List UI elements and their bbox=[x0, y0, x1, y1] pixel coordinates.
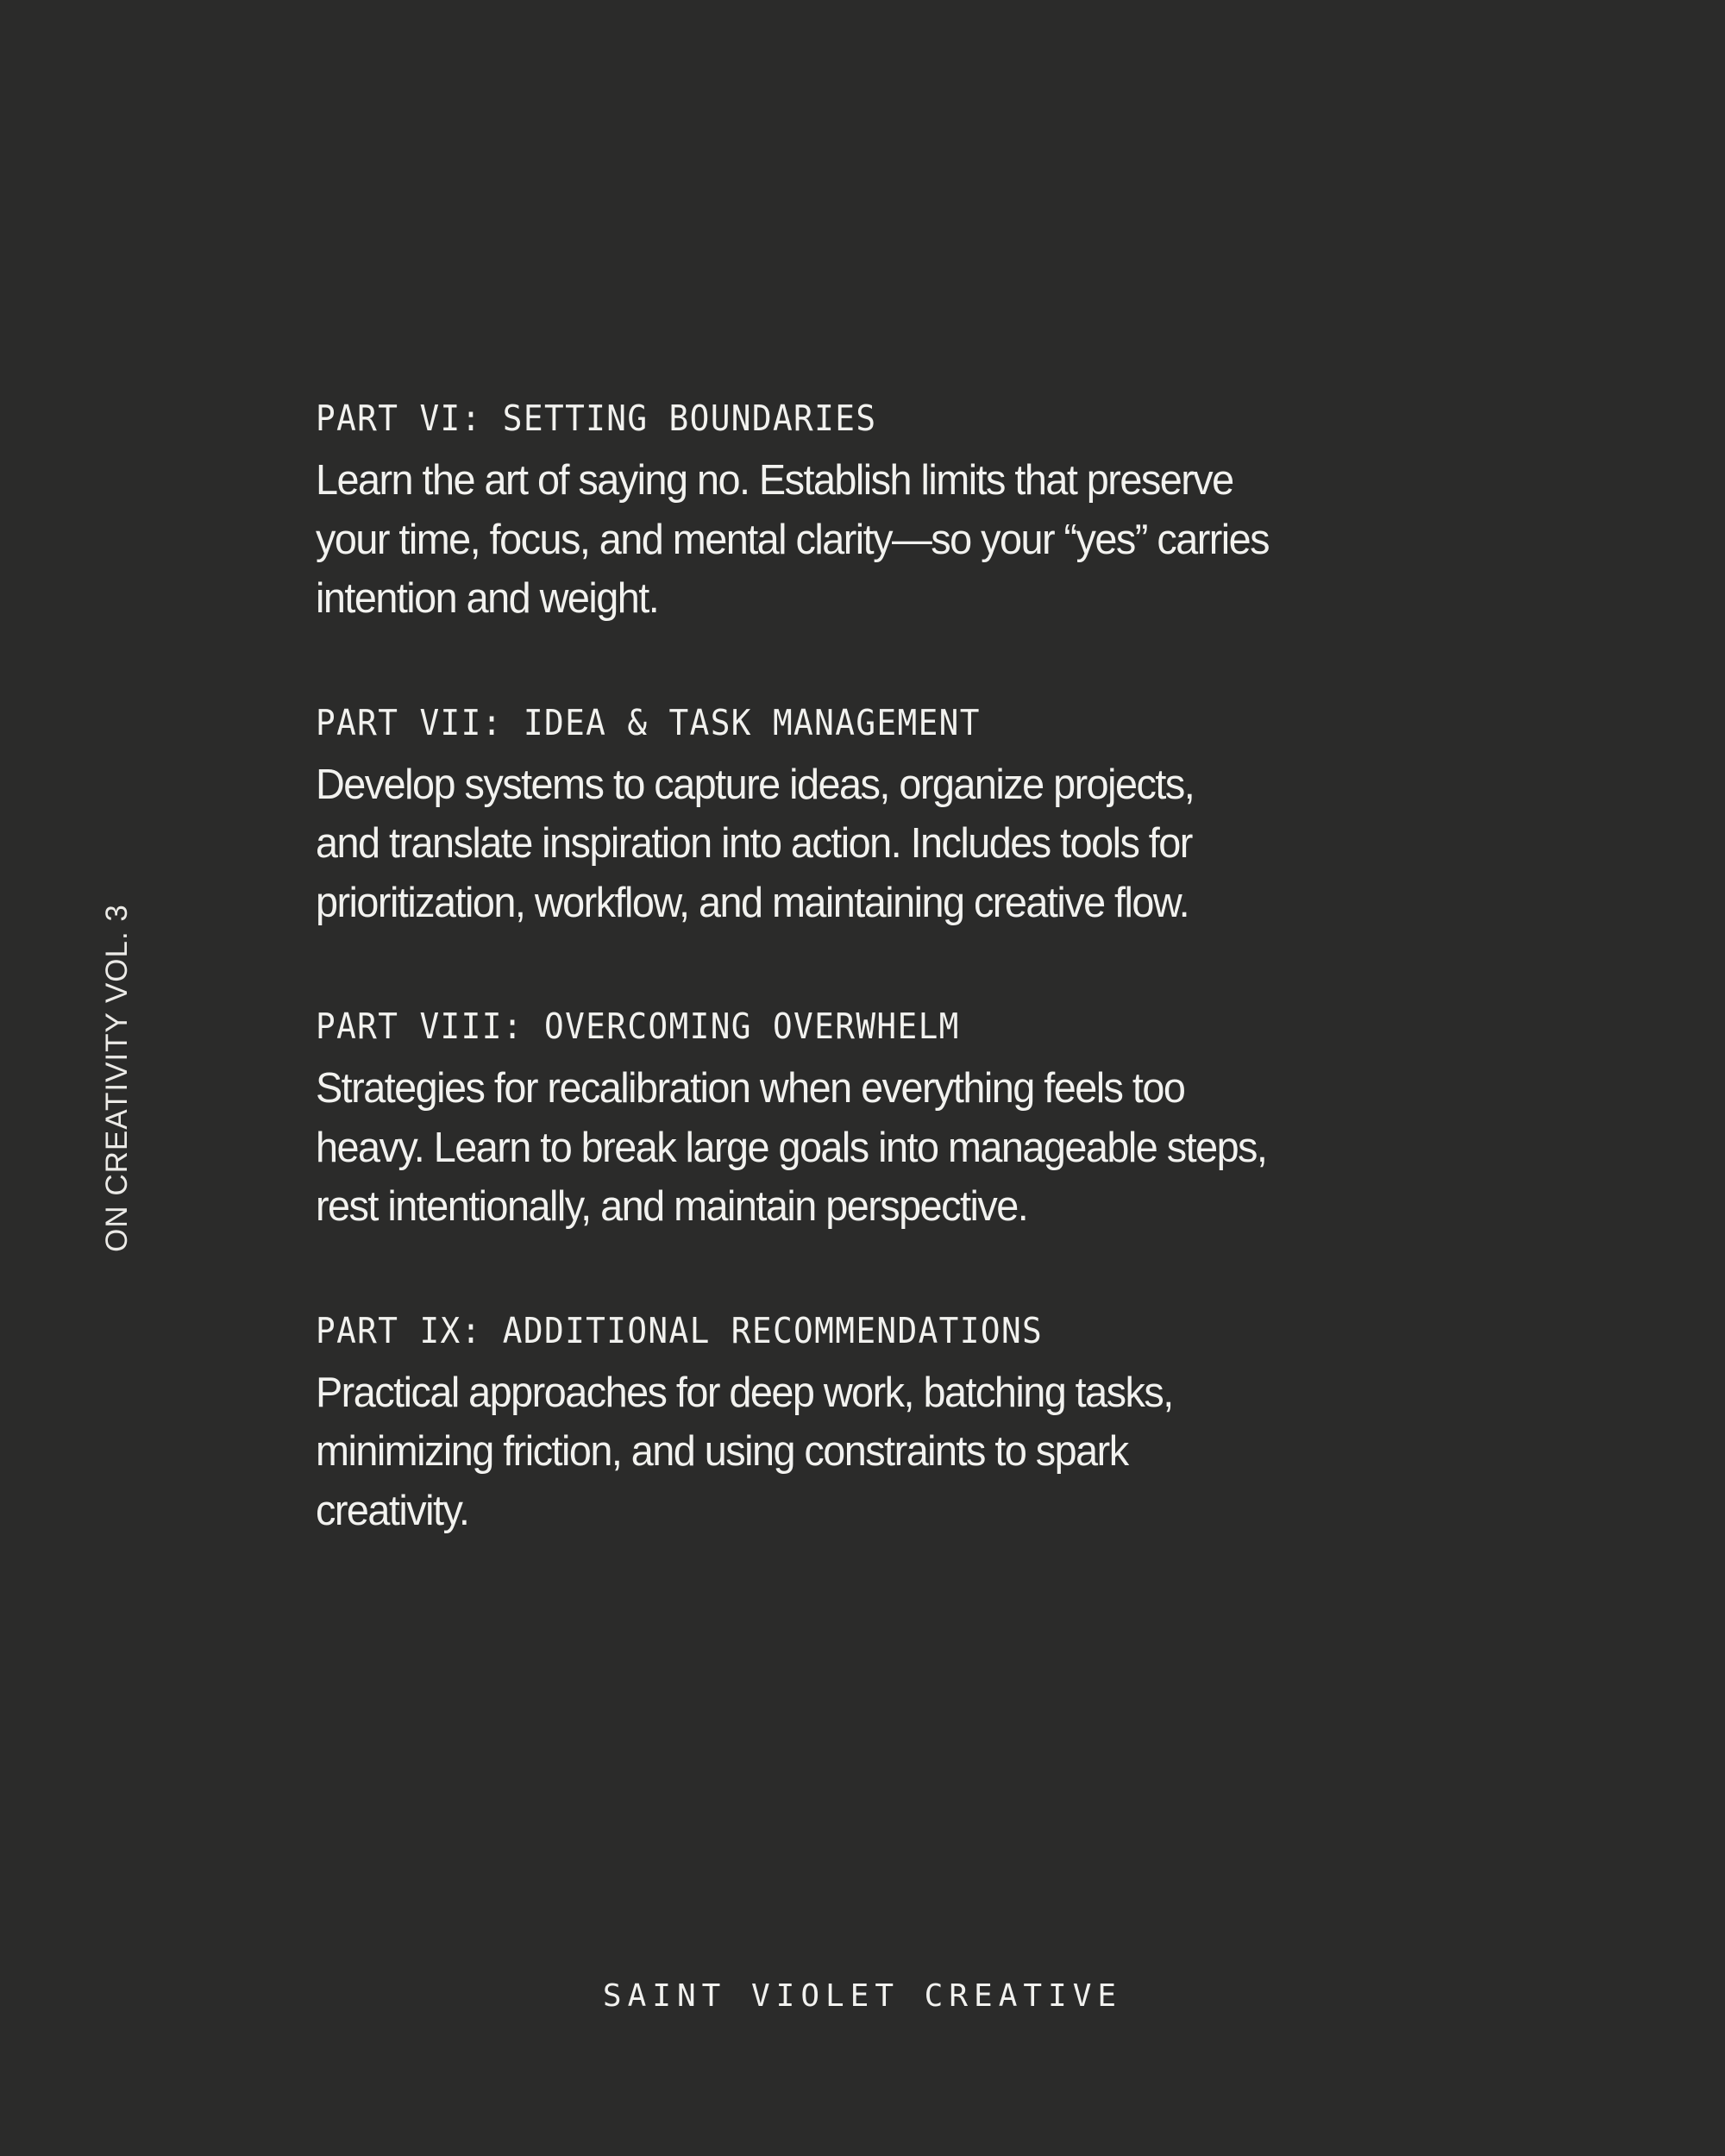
contents-list bbox=[316, 392, 1471, 1608]
section-part-vii bbox=[316, 697, 1471, 933]
description-line: prioritization, workflow, and maintaining creative flow. bbox=[316, 879, 1189, 926]
description-line: and translate inspiration into action. Includes tools for bbox=[316, 820, 1192, 867]
section-description bbox=[316, 755, 1420, 933]
description-line: your time, focus, and mental clarity—so your “yes” carries bbox=[316, 516, 1270, 563]
section-title: PART VIII: OVERCOMING OVERWHELM bbox=[316, 1006, 960, 1047]
section-part-vi bbox=[316, 392, 1471, 629]
section-description bbox=[316, 1363, 1420, 1541]
section-title: PART VI: SETTING BOUNDARIES bbox=[316, 398, 877, 439]
section-title: PART IX: ADDITIONAL RECOMMENDATIONS bbox=[316, 1309, 1044, 1351]
section-part-ix bbox=[316, 1305, 1471, 1541]
description-line: minimizing friction, and using constraints to spark bbox=[316, 1428, 1128, 1475]
description-line: Strategies for recalibration when everything feels too bbox=[316, 1065, 1185, 1112]
description-line: intention and weight. bbox=[316, 575, 659, 622]
description-line: Develop systems to capture ideas, organize projects, bbox=[316, 761, 1195, 808]
side-label-volume: ON CREATIVITY VOL. 3 bbox=[100, 904, 134, 1252]
section-description bbox=[316, 451, 1420, 629]
description-line: heavy. Learn to break large goals into manageable steps, bbox=[316, 1124, 1267, 1171]
brand-footer: SAINT VIOLET CREATIVE bbox=[602, 1978, 1123, 2014]
description-line: rest intentionally, and maintain perspective. bbox=[316, 1183, 1028, 1230]
description-line: creativity. bbox=[316, 1487, 469, 1534]
description-line: Practical approaches for deep work, batching tasks, bbox=[316, 1369, 1173, 1416]
section-title: PART VII: IDEA & TASK MANAGEMENT bbox=[316, 701, 981, 743]
section-part-viii bbox=[316, 1000, 1471, 1237]
section-description bbox=[316, 1059, 1420, 1237]
description-line: Learn the art of saying no. Establish limits that preserve bbox=[316, 457, 1233, 504]
